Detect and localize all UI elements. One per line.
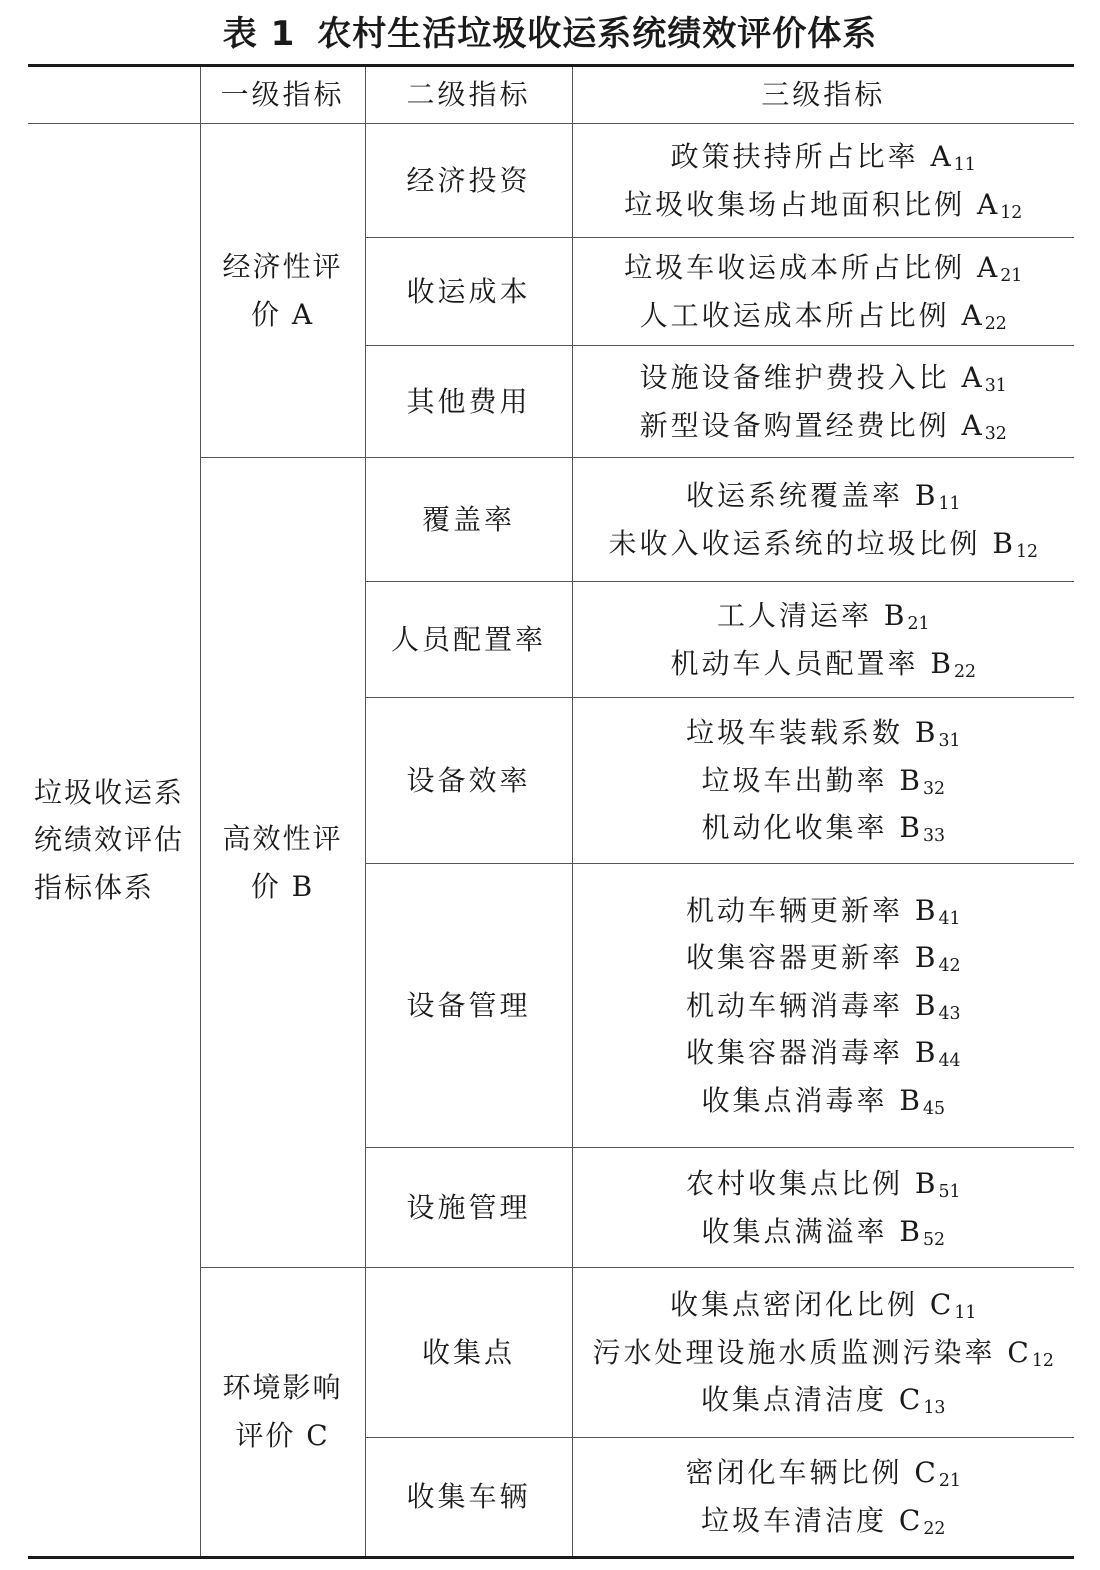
indicator-subscript: 11 bbox=[953, 154, 976, 175]
indicator-subscript: 32 bbox=[922, 778, 946, 799]
level3-indicator-cell bbox=[572, 582, 1074, 698]
level2-indicator: 经济投资 bbox=[365, 124, 572, 238]
level2-indicator: 收集车辆 bbox=[365, 1438, 572, 1558]
level3-indicator-cell bbox=[572, 346, 1074, 458]
root-indicator: 垃圾收运系 统绩效评估 指标体系 bbox=[28, 124, 200, 1558]
level3-indicator bbox=[579, 1029, 1069, 1077]
indicator-subscript: 32 bbox=[984, 423, 1007, 444]
indicator-text: 收集点清洁度 C bbox=[701, 1383, 924, 1417]
level3-indicator bbox=[579, 472, 1069, 520]
indicator-text: 机动化收集率 B bbox=[701, 811, 923, 845]
level3-indicator-cell bbox=[572, 864, 1074, 1148]
level3-indicator bbox=[579, 804, 1069, 852]
level3-indicator bbox=[579, 934, 1069, 982]
indicator-subscript: 51 bbox=[938, 1181, 961, 1202]
indicator-subscript: 11 bbox=[954, 1303, 977, 1324]
level1-indicator: 环境影响 评价 C bbox=[200, 1268, 365, 1558]
indicator-text: 设施设备维护费投入比 A bbox=[639, 360, 985, 394]
level3-indicator bbox=[579, 520, 1069, 568]
indicator-subscript: 33 bbox=[922, 826, 946, 847]
level3-indicator-cell bbox=[572, 1438, 1074, 1558]
indicator-subscript: 21 bbox=[1000, 265, 1023, 286]
indicator-subscript: 31 bbox=[984, 375, 1007, 396]
level3-indicator bbox=[579, 982, 1069, 1030]
table-row bbox=[28, 124, 1074, 238]
level3-indicator-cell bbox=[572, 458, 1074, 582]
indicator-table bbox=[28, 64, 1074, 1559]
level3-indicator-cell bbox=[572, 1148, 1074, 1268]
level3-indicator-cell bbox=[572, 124, 1074, 238]
level2-indicator: 收运成本 bbox=[365, 238, 572, 346]
indicator-subscript: 21 bbox=[938, 1471, 961, 1492]
level3-indicator bbox=[579, 1329, 1069, 1377]
level3-indicator bbox=[579, 757, 1069, 805]
indicator-subscript: 31 bbox=[938, 731, 961, 752]
indicator-subscript: 12 bbox=[1031, 1350, 1054, 1371]
level2-indicator: 覆盖率 bbox=[365, 458, 572, 582]
indicator-text: 机动车人员配置率 B bbox=[670, 646, 954, 680]
table-caption bbox=[0, 6, 1100, 55]
indicator-text: 收集点满溢率 B bbox=[701, 1214, 923, 1248]
indicator-subscript: 44 bbox=[938, 1051, 961, 1072]
level2-indicator: 设施管理 bbox=[365, 1148, 572, 1268]
level3-indicator bbox=[579, 1160, 1069, 1208]
level2-indicator: 收集点 bbox=[365, 1268, 572, 1438]
level3-indicator bbox=[579, 592, 1069, 640]
indicator-subscript: 22 bbox=[923, 1519, 946, 1539]
level3-indicator bbox=[579, 1449, 1069, 1497]
level3-indicator bbox=[579, 1077, 1069, 1125]
indicator-text: 新型设备购置经费比例 A bbox=[639, 408, 985, 442]
indicator-text: 收集点密闭化比例 C bbox=[670, 1288, 955, 1322]
indicator-subscript: 52 bbox=[922, 1229, 946, 1250]
indicator-text: 机动车辆消毒率 B bbox=[685, 988, 939, 1022]
indicator-text: 农村收集点比例 B bbox=[685, 1166, 939, 1200]
indicator-text: 垃圾车收运成本所占比例 A bbox=[624, 250, 1001, 284]
indicator-text: 人工收运成本所占比例 A bbox=[639, 298, 985, 332]
indicator-subscript: 22 bbox=[984, 313, 1007, 334]
level3-indicator-cell bbox=[572, 238, 1074, 346]
indicator-text: 垃圾车装载系数 B bbox=[685, 716, 939, 750]
indicator-text: 收运系统覆盖率 B bbox=[685, 478, 939, 512]
indicator-text: 垃圾车出勤率 B bbox=[701, 763, 923, 797]
table-number: 表 1 bbox=[222, 14, 296, 54]
indicator-text: 垃圾收集场占地面积比例 A bbox=[624, 187, 1001, 221]
table-title: 农村生活垃圾收运系统绩效评价体系 bbox=[317, 14, 878, 54]
indicator-text: 工人清运率 B bbox=[716, 598, 908, 632]
header-row bbox=[28, 66, 1074, 124]
level2-indicator: 其他费用 bbox=[365, 346, 572, 458]
level3-indicator bbox=[579, 1281, 1069, 1329]
indicator-text: 收集容器更新率 B bbox=[685, 941, 939, 975]
level3-indicator bbox=[579, 181, 1069, 229]
level3-indicator bbox=[579, 1376, 1069, 1424]
level3-indicator bbox=[579, 402, 1069, 450]
header-level3: 三级指标 bbox=[572, 66, 1074, 124]
header-blank bbox=[28, 66, 200, 124]
level2-indicator: 设备管理 bbox=[365, 864, 572, 1148]
level2-indicator: 设备效率 bbox=[365, 698, 572, 864]
indicator-text: 收集容器消毒率 B bbox=[685, 1036, 939, 1070]
level3-indicator bbox=[579, 709, 1069, 757]
indicator-subscript: 42 bbox=[938, 956, 961, 977]
header-level2: 二级指标 bbox=[365, 66, 572, 124]
level3-indicator-cell bbox=[572, 1268, 1074, 1438]
indicator-text: 污水处理设施水质监测污染率 C bbox=[592, 1335, 1032, 1369]
level3-indicator-cell bbox=[572, 698, 1074, 864]
level3-indicator bbox=[579, 133, 1069, 181]
level1-indicator: 高效性评 价 B bbox=[200, 458, 365, 1268]
level3-indicator bbox=[579, 640, 1069, 688]
indicator-text: 机动车辆更新率 B bbox=[685, 893, 939, 927]
indicator-text: 密闭化车辆比例 C bbox=[685, 1456, 939, 1490]
table-body bbox=[28, 124, 1074, 1558]
indicator-subscript: 12 bbox=[1000, 202, 1023, 223]
level3-indicator bbox=[579, 1497, 1069, 1545]
indicator-text: 收集点消毒率 B bbox=[701, 1083, 923, 1117]
level1-indicator: 经济性评 价 A bbox=[200, 124, 365, 458]
level3-indicator bbox=[579, 292, 1069, 340]
indicator-subscript: 22 bbox=[953, 661, 977, 682]
indicator-subscript: 12 bbox=[1015, 541, 1039, 562]
header-level1: 一级指标 bbox=[200, 66, 365, 124]
indicator-text: 垃圾车清洁度 C bbox=[701, 1504, 924, 1537]
indicator-subscript: 11 bbox=[938, 493, 961, 514]
indicator-subscript: 45 bbox=[922, 1098, 946, 1119]
indicator-text: 政策扶持所占比率 A bbox=[670, 139, 954, 173]
level3-indicator bbox=[579, 887, 1069, 935]
level2-indicator: 人员配置率 bbox=[365, 582, 572, 698]
indicator-subscript: 43 bbox=[938, 1003, 961, 1024]
level3-indicator bbox=[579, 1208, 1069, 1256]
indicator-subscript: 41 bbox=[938, 908, 961, 929]
indicator-subscript: 13 bbox=[923, 1398, 946, 1419]
level3-indicator bbox=[579, 354, 1069, 402]
indicator-subscript: 21 bbox=[907, 613, 930, 634]
level3-indicator bbox=[579, 244, 1069, 292]
indicator-text: 未收入收运系统的垃圾比例 B bbox=[608, 526, 1016, 560]
